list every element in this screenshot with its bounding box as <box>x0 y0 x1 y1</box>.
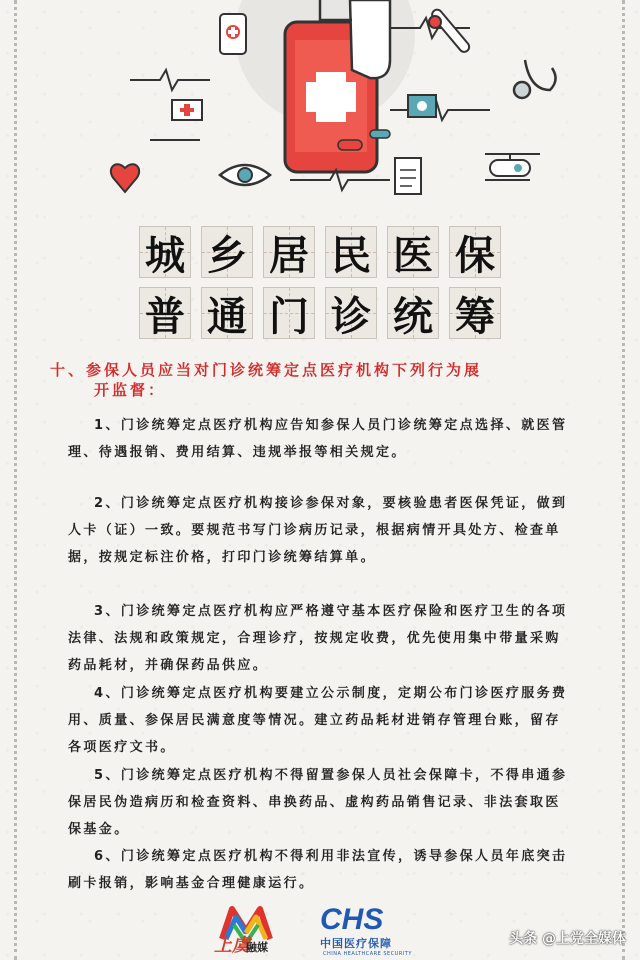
svg-text:CHS: CHS <box>320 903 384 933</box>
mobile-clinic-icon <box>220 14 246 54</box>
paragraph-3: 3、门诊统筹定点医疗机构应严格遵守基本医疗保险和医疗卫生的各项法律、法规和政策规定，合理诊疗，按规定收费，优先使用集中带量采购药品耗材，并确保药品供应。 <box>68 604 568 673</box>
medical-kit-icon <box>172 100 202 120</box>
title-char: 乡 <box>201 226 253 278</box>
title-char: 普 <box>139 287 191 339</box>
title-char: 诊 <box>325 287 377 339</box>
title-char: 通 <box>201 287 253 339</box>
medical-illustration <box>90 0 560 215</box>
helicopter-icon <box>485 154 540 180</box>
title-char: 居 <box>263 226 315 278</box>
title-line-2 <box>0 287 640 339</box>
title-char: 筹 <box>449 287 501 339</box>
media-logo-text: 融媒 <box>246 941 268 954</box>
media-logo-script: 上虞 <box>214 935 250 956</box>
eye-icon <box>220 165 270 185</box>
title-char: 保 <box>449 226 501 278</box>
title-char: 民 <box>325 226 377 278</box>
section-heading-line-2: 开监督： <box>94 381 167 399</box>
title-char: 统 <box>387 287 439 339</box>
dotted-border-left <box>14 0 17 960</box>
title-line-1 <box>0 226 640 278</box>
paragraph-5: 5、门诊统筹定点医疗机构不得留置参保人员社会保障卡，不得串通参保居民伪造病历和检查资料、串换药品、虚构药品销售记录、非法套取医保基金。 <box>68 768 568 837</box>
paragraph-4: 4、门诊统筹定点医疗机构要建立公示制度，定期公布门诊医疗服务费用、质量、参保居民满意度等情况。建立药品耗材进销存管理台账，留存各项医疗文书。 <box>68 686 568 755</box>
heart-icon <box>111 164 139 192</box>
title-char: 城 <box>139 226 191 278</box>
prescription-document-icon <box>395 158 421 194</box>
watermark: 头条 @上党全媒体 <box>509 931 626 947</box>
section-heading <box>50 360 590 400</box>
section-heading-line-1: 十、参保人员应当对门诊统筹定点医疗机构下列行为展 <box>50 361 483 379</box>
stethoscope-icon <box>514 60 556 98</box>
title-char: 门 <box>263 287 315 339</box>
medical-folder-icon <box>408 95 436 117</box>
dotted-border-right <box>622 0 625 960</box>
chs-logo-icon <box>318 903 408 933</box>
title-char: 医 <box>387 226 439 278</box>
paragraph-2: 2、门诊统筹定点医疗机构接诊参保对象，要核验患者医保凭证，做到人卡（证）一致。要规范书写门诊病历记录，根据病情开具处方、检查单据，按规定标注价格，打印门诊统筹结算单。 <box>68 496 568 565</box>
paragraph-6: 6、门诊统筹定点医疗机构不得利用非法宣传，诱导参保人员年底突击刷卡报销，影响基金合理健康运行。 <box>68 849 568 891</box>
chs-english-name: CHINA HEALTHCARE SECURITY <box>323 951 412 957</box>
chs-chinese-name: 中国医疗保障 <box>320 937 392 950</box>
paragraph-1: 1、门诊统筹定点医疗机构应告知参保人员门诊统筹定点选择、就医管理、待遇报销、费用结算、违规举报等相关规定。 <box>68 418 568 460</box>
